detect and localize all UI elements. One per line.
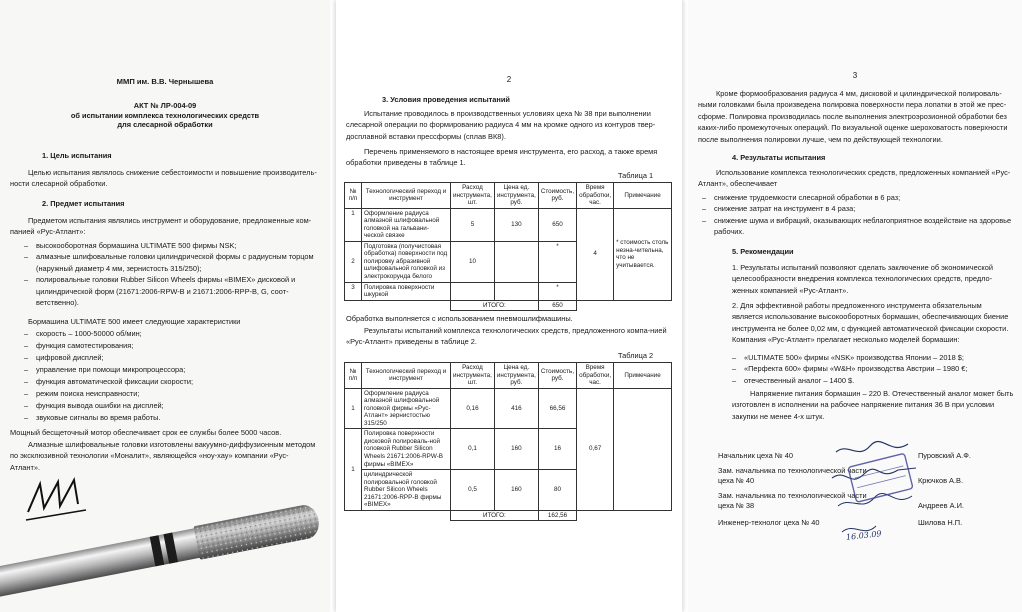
org-name: ММП им. В.В. Чернышева [116,77,214,86]
page-2 [336,0,682,612]
table-header: Технологический переход и инструмент [362,183,451,209]
signer-2-name: Крючков А.В. [918,476,964,485]
section-1-heading: 1. Цель испытания [42,151,112,160]
page-number: 3 [852,71,858,80]
list-item: – полировальные головки Rubber Silicon Wheels фирмы «BIMEX» дисковой и цилиндрической форм (21671:2006-RPW-B и 21671:2006-RPP-B, G, соот-ветственно). [10,274,318,308]
cell: 1 [345,429,362,510]
section-2-heading: 2. Предмет испытания [42,199,125,208]
list-item: – снижение трудоемкости слесарной обработки в 6 раз; [688,192,1014,203]
signer-4-name: Шилова Н.П. [918,518,963,527]
recommendation-2: 2. Для эффективной работы предложенного инструмента обязательным является использование высокооборотных бормашин, обеспечивающих биение инструмента не более 0,02 мм, с функцией автоматической фиксации скорости. Компания «Рус-Атлант» прелагает несколько моделей бормашин: [732,301,1009,345]
signer-1-role: Начальник цеха № 40 [718,451,793,460]
table-row [345,208,672,241]
page-1 [0,0,330,612]
section-4-intro: Использование комплекса технологических средств, предложенных компанией «Рус-Атлант», обеспечивает [698,168,1011,189]
cell: 650 [538,208,576,241]
table-header: Расход инструмента, шт. [451,183,495,209]
table-2-caption: Таблица 2 [618,351,654,360]
list-item: – алмазные шлифовальные головки цилиндрической формы с радиусным торцом (наружный диаметр 4 мм, зернистость 315/250); [10,251,318,274]
signer-3-role: Зам. начальника по технологической части цеха № 38 [718,491,867,510]
list-item: – функция вывода ошибки на дисплей; [10,400,318,412]
models-list [718,352,1014,386]
table-header: Расход инструмента, шт. [451,363,495,389]
list-item: – управление при помощи микропроцессора; [10,364,318,376]
cell: 10 [451,241,495,282]
characteristics-intro: Бормашина ULTIMATE 500 имеет следующие характеристики [28,317,241,326]
section-2-intro: Предметом испытания являлись инструмент и оборудование, предложенные ком-панией «Рус-Атлант»: [10,216,312,237]
cell: * [538,282,576,300]
signer-4-role: Инженер-технолог цеха № 40 [718,518,820,527]
list-item: – функция автоматической фиксации скорости; [10,376,318,388]
cell: 16 [538,429,576,470]
cell: * [538,241,576,282]
cell: Полировка поверхности дисковой полироваль-ной головкой Rubber Silicon Wheels 21671:2006-RPW-B фирмы «BIMEX» [362,429,451,470]
cell: 4 [577,208,614,300]
cell: 130 [494,208,538,241]
section-1-text: Целью испытания являлось снижение себестоимости и повышение производитель-ности слесарной обработки. [10,168,317,189]
table-header: Время обработки, час. [577,363,614,389]
section-3-p1: Испытание проводилось в производственных условиях цеха № 38 при выполнении слесарной операции по формированию радиуса 4 мм на кромке одного из контуров твер-досплавной вставки прессформы (сплав ВК8). [346,109,656,141]
list-item: – «ULTIMATE 500» фирмы «NSK» производства Японии – 2018 $; [718,352,1014,363]
table-header: № п/п [345,363,362,389]
characteristics-list [10,328,318,424]
total-label: ИТОГО: [451,510,539,521]
list-item: – высокооборотная бормашина ULTIMATE 500 фирмы NSK; [10,240,318,251]
voltage-text: Напряжение питания бормашин – 220 В. Отечественный аналог может быть изготовлен в исполнении на рабочее напряжение питания 36 В при условии закупки не менее 4-х штук. [732,389,1014,421]
table-2 [344,362,672,521]
table-header: Примечание [614,363,672,389]
table-header: Стоимость, руб. [538,363,576,389]
table-header: Цена ед. инструмента, руб. [494,183,538,209]
cell: цилиндрической полировальной головкой Rubber Silicon Wheels 21671:2006-RPP-B фирмы «BIMEX» [362,470,451,511]
after-table-1: Обработка выполняется с использованием пневмошлифмашины. [346,314,573,323]
total-value: 162,56 [538,510,576,521]
cell: Подготовка (получистовая обработка) поверхности под полировку абразивной шлифовальной головкой из электрокорунда белого [362,241,451,282]
section-4-heading: 4. Результаты испытания [732,153,826,162]
list-item: – цифровой дисплей; [10,352,318,364]
list-item: – отечественный аналог – 1400 $. [718,375,1014,386]
table-1 [344,182,672,311]
act-subtitle-2: для слесарной обработки [117,120,213,129]
table-1-caption: Таблица 1 [618,171,654,180]
table-header: Примечание [614,183,672,209]
page-3-intro: Кроме формообразования радиуса 4 мм, дисковой и цилиндрической полироваль-ными головками была произведена полировка поверхности пера лопатки в этой же прес-сформе. Полировка производилась после выполнения электроэрозионной обработки без каких-либо промежуточных операций. По визуальной оценке шероховатость поверхности после выполнения полировки лучше, чем по действующей технологии. [698,89,1008,144]
cell: 160 [494,470,538,511]
subject-list [10,240,318,309]
table-header: Стоимость, руб. [538,183,576,209]
section-3-heading: 3. Условия проведения испытаний [382,95,510,104]
heads-text: Алмазные шлифовальные головки изготовлены вакуумно-диффузионным методом по эксклюзивной технологии «Моналит», являющейся «ноу-хау» компании «Рус-Атлант». [10,440,316,472]
signer-2-role: Зам. начальника по технологической части цеха № 40 [718,466,867,485]
list-item: – «Перфекта 600» фирмы «W&H» производства Австрии – 1980 €; [718,363,1014,374]
cell: 416 [494,388,538,429]
cell: 66,56 [538,388,576,429]
cell [451,282,495,300]
cell: 5 [451,208,495,241]
table-total-row [345,300,672,311]
list-item: – режим поиска неисправности; [10,388,318,400]
results-list [688,192,1014,238]
list-item: – скорость – 1000-50000 об/мин; [10,328,318,340]
cell: 3 [345,282,362,300]
list-item: – снижение шума и вибраций, оказывающих неблагоприятное воздействие на здоровье рабочих. [688,215,1014,238]
cell: 160 [494,429,538,470]
cell: 1 [345,388,362,429]
cell: 0,5 [451,470,495,511]
handwritten-date: 16.03.09 [845,529,882,542]
cell: * стоимость столь незна-чительна, что не учитывается. [614,208,672,300]
results-intro: Результаты испытаний комплекса технологических средств, предложенного компа-нией «Рус-Атлант» приведены в таблице 2. [346,326,667,347]
total-value: 650 [538,300,576,311]
cell: 2 [345,241,362,282]
page-3 [688,0,1022,612]
cell: 80 [538,470,576,511]
cell: 0,16 [451,388,495,429]
table-header: Технологический переход и инструмент [362,363,451,389]
table-header: № п/п [345,183,362,209]
section-5-heading: 5. Рекомендации [732,247,794,256]
section-3-p2: Перечень применяемого в настоящее время инструмента, его расход, а также время обработки приведены в таблице 1. [346,147,658,168]
cell: 1 [345,208,362,241]
list-item: – звуковые сигналы во время работы. [10,412,318,424]
total-label: ИТОГО: [451,300,539,311]
table-header: Цена ед. инструмента, руб. [494,363,538,389]
motor-text: Мощный бесщеточный мотор обеспечивает срок ее службы более 5000 часов. [10,428,282,437]
act-title: АКТ № ЛР-004-09 [133,101,197,110]
cell: 0,67 [577,388,614,510]
diamond-bur-photo [0,462,330,612]
table-row [345,388,672,429]
cell [494,241,538,282]
table-total-row [345,510,672,521]
act-subtitle-1: об испытании комплекса технологических средств [70,111,260,120]
cell: Оформление радиуса алмазной шлифовальной головкой фирмы «Рус-Атлант» зернистостью 315/250 [362,388,451,429]
cell: 0,1 [451,429,495,470]
list-item: – функция самотестирования; [10,340,318,352]
cell [494,282,538,300]
cell: Оформление радиуса алмазной шлифовальной головкой на гальвани-ческой связке [362,208,451,241]
page-number: 2 [506,75,512,84]
cell [614,388,672,510]
recommendation-1: 1. Результаты испытаний позволяют сделать заключение об экономической целесообразности внедрения комплекса технологических средств, предло-женных компанией «Рус-Атлант». [732,263,993,295]
cell: Полировка поверхности шкуркой [362,282,451,300]
signer-3-name: Андреев А.И. [918,501,964,510]
signer-1-name: Пуровский А.Ф. [918,451,971,460]
table-header: Время обработки, час. [577,183,614,209]
list-item: – снижение затрат на инструмент в 4 раза; [688,203,1014,214]
